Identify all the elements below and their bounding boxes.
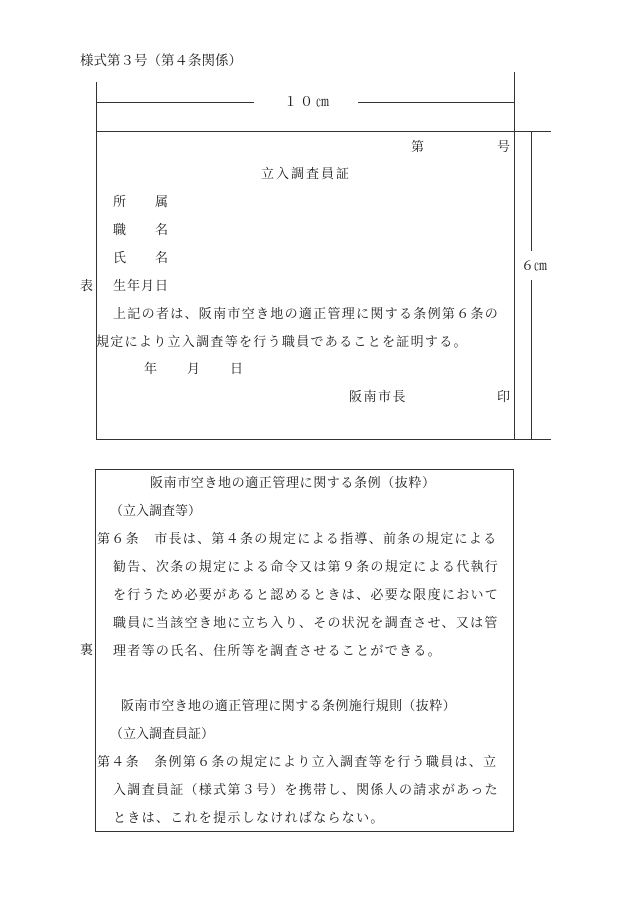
card-title: 立入調査員証: [261, 167, 352, 182]
width-dim-line-left: [96, 102, 254, 103]
ordinance-article: 第６条 市長は、第４条の規定による指導、前条の規定による: [97, 532, 498, 547]
date-month: 月: [187, 362, 201, 377]
height-dimension: ６㎝: [521, 259, 548, 274]
width-dim-line-right: [358, 102, 514, 103]
back-side-label: 裏: [80, 643, 94, 658]
field-affiliation-b: 属: [155, 195, 169, 210]
form-title: 様式第３号（第４条関係）: [80, 53, 242, 69]
rules-line-2: ときは、これを提示しなければならない。: [113, 811, 385, 826]
statement-line-1: 上記の者は、阪南市空き地の適正管理に関する条例第６条の: [113, 307, 500, 322]
ordinance-line-1: 勧告、次条の規定による命令又は第９条の規定による代執行: [113, 560, 500, 575]
rules-line-1: 入調査員証（様式第３号）を携帯し、関係人の請求があった: [113, 783, 499, 798]
front-side-label: 表: [80, 279, 94, 294]
number-suffix: 号: [497, 140, 511, 155]
height-dim-line-top: [531, 131, 532, 251]
card-bottom-border: [96, 439, 551, 440]
card-right-border: [514, 72, 515, 440]
field-name-a: 氏: [113, 251, 127, 266]
date-year: 年: [144, 362, 158, 377]
seal-mark: 印: [497, 390, 511, 405]
ordinance-line-4: 理者等の氏名、住所等を調査させることができる。: [113, 644, 442, 659]
rules-title: 阪南市空き地の適正管理に関する条例施行規則（抜粋）: [121, 699, 457, 714]
field-name-b: 名: [155, 251, 169, 266]
width-dimension: １０㎝: [284, 95, 333, 110]
ordinance-line-2: を行うため必要があると認めるときは、必要な限度において: [113, 588, 500, 603]
number-label: 第: [411, 140, 425, 155]
ordinance-title: 阪南市空き地の適正管理に関する条例（抜粋）: [150, 476, 436, 491]
card-top-border: [96, 131, 551, 132]
field-position-b: 名: [155, 223, 169, 238]
ordinance-line-3: 職員に当該空き地に立ち入り、その状況を調査させ、又は管: [113, 616, 499, 631]
field-affiliation-a: 所: [113, 195, 127, 210]
ordinance-caption: （立入調査等）: [110, 504, 202, 519]
card-left-border: [96, 82, 97, 440]
statement-line-2: 規定により立入調査等を行う職員であることを証明する。: [96, 335, 468, 350]
date-day: 日: [230, 362, 244, 377]
height-dim-line-bottom: [531, 280, 532, 439]
birthdate-label: 生年月日: [113, 279, 170, 294]
issuer: 阪南市長: [349, 390, 408, 405]
rules-article: 第４条 条例第６条の規定により立入調査等を行う職員は、立: [97, 755, 498, 770]
rules-caption: （立入調査員証）: [110, 727, 215, 742]
field-position-a: 職: [113, 223, 127, 238]
